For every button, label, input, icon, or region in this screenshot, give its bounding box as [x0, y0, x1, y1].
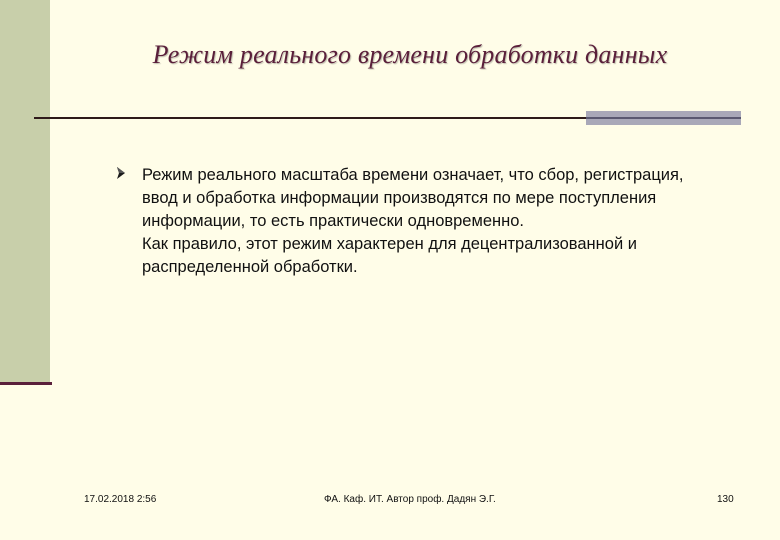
- footer-page-number: 130: [717, 494, 734, 505]
- title-divider-accent-line: [586, 117, 741, 119]
- bullet-paragraph-2: Как правило, этот режим характерен для децентрализованной и распределенной обработки.: [142, 235, 637, 276]
- slide-title: Режим реального времени обработки данных: [152, 40, 668, 69]
- footer-date: 17.02.2018 2:56: [84, 494, 157, 505]
- footer-author: ФА. Каф. ИТ. Автор проф. Дадян Э.Г.: [324, 494, 496, 505]
- bullet-text: [142, 164, 712, 279]
- arrow-right-bullet-icon: [115, 166, 129, 180]
- left-bar-underline: [0, 382, 52, 385]
- bullet-paragraph-1: Режим реального масштаба времени означает, что сбор, регистрация, ввод и обработка информации производятся по мере поступления информации, то есть практически одновременно.: [142, 166, 684, 230]
- title-divider: [34, 117, 586, 119]
